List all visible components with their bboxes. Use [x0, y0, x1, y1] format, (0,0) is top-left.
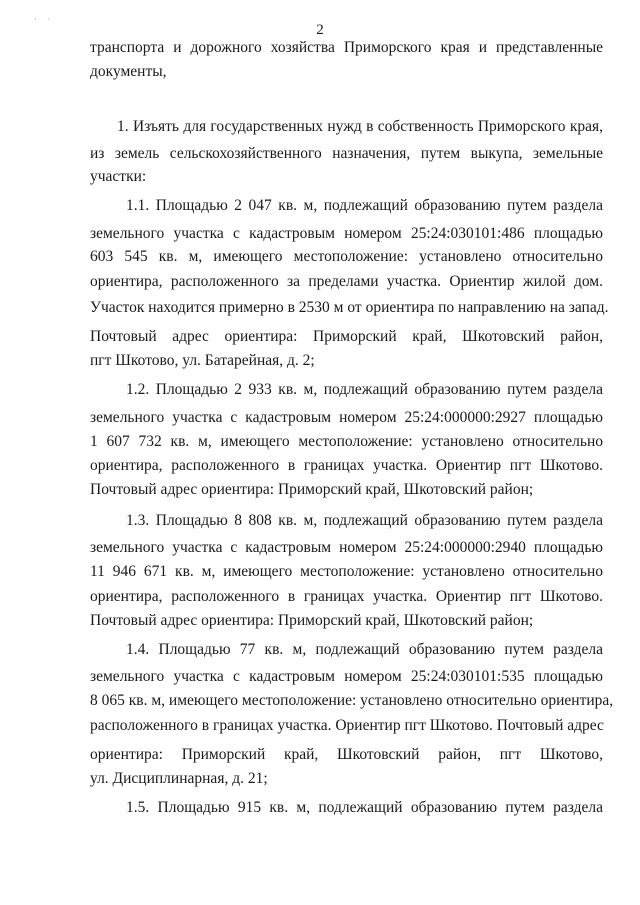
text-line: земельного участка с кадастровым номером 25:24:030101:535 площадью: [90, 668, 603, 685]
text-line: ориентира: Приморский край, Шкотовский район, пгт Шкотово,: [90, 746, 603, 763]
text-line: ориентира, расположенного в границах участка. Ориентир пгт Шкотово.: [90, 457, 603, 474]
text-line: ул. Дисциплинарная, д. 21;: [90, 770, 268, 787]
text-line: земельного участка с кадастровым номером 25:24:030101:486 площадью: [90, 225, 603, 242]
text-line: ориентира, расположенного за пределами участка. Ориентир жилой дом.: [90, 273, 603, 290]
text-line: Почтовый адрес ориентира: Приморский край, Шкотовский район;: [90, 481, 534, 498]
text-line: 1.2. Площадью 2 933 кв. м, подлежащий образованию путем раздела: [126, 381, 603, 398]
page-number: 2: [316, 22, 324, 38]
text-line: земельного участка с кадастровым номером 25:24:000000:2927 площадью: [90, 409, 603, 426]
text-line: 1.5. Площадью 915 кв. м, подлежащий образованию путем раздела: [126, 799, 603, 816]
text-line: документы,: [90, 63, 167, 80]
text-line: ориентира, расположенного в границах участка. Ориентир пгт Шкотово.: [90, 588, 603, 605]
text-line: 603 545 кв. м, имеющего местоположение: установлено относительно: [90, 248, 603, 265]
scan-corner-mark: · ·: [34, 14, 55, 24]
text-line: земельного участка с кадастровым номером 25:24:000000:2940 площадью: [90, 539, 603, 556]
text-line: 8 065 кв. м, имеющего местоположение: установлено относительно ориентира,: [90, 692, 614, 709]
text-line: пгт Шкотово, ул. Батарейная, д. 2;: [90, 352, 315, 369]
text-line: Участок находится примерно в 2530 м от ориентира по направлению на запад.: [90, 299, 609, 316]
text-line: 1.3. Площадью 8 808 кв. м, подлежащий образованию путем раздела: [126, 512, 603, 529]
text-line: из земель сельскохозяйственного назначения, путем выкупа, земельные: [90, 145, 603, 162]
text-line: 1 607 732 кв. м, имеющего местоположение: установлено относительно: [90, 433, 603, 450]
text-line: участки:: [90, 168, 147, 185]
text-line: Почтовый адрес ориентира: Приморский край, Шкотовский район;: [90, 612, 534, 629]
text-line: 11 946 671 кв. м, имеющего местоположение: установлено относительно: [90, 563, 603, 580]
text-line: транспорта и дорожного хозяйства Приморского края и представленные: [90, 39, 603, 56]
text-line: Почтовый адрес ориентира: Приморский край, Шкотовский район,: [90, 328, 603, 345]
text-line: 1. Изъять для государственных нужд в собственность Приморского края,: [117, 118, 603, 135]
text-line: расположенного в границах участка. Ориентир пгт Шкотово. Почтовый адрес: [90, 717, 604, 734]
text-line: 1.4. Площадью 77 кв. м, подлежащий образованию путем раздела: [126, 641, 603, 658]
text-line: 1.1. Площадью 2 047 кв. м, подлежащий образованию путем раздела: [126, 197, 603, 214]
